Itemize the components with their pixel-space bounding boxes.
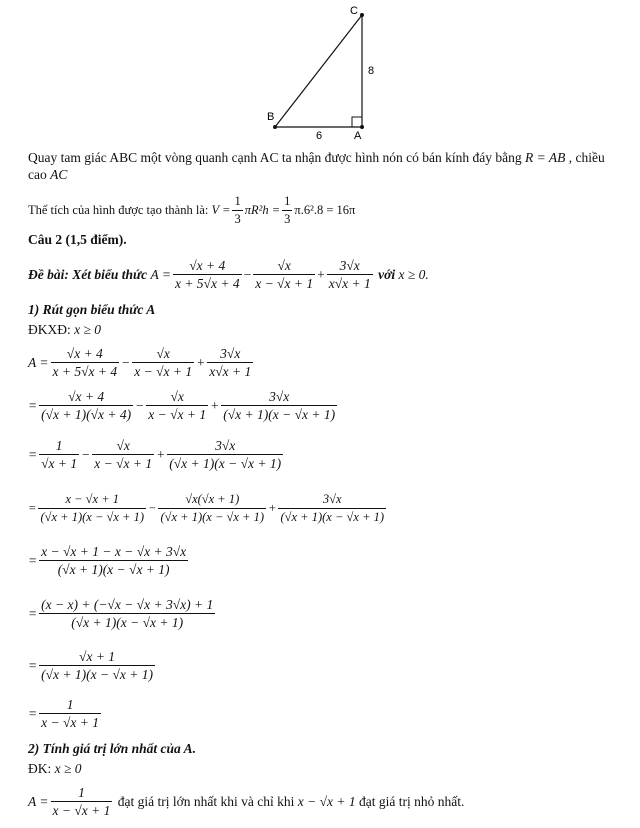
volume-lhs: V =	[211, 203, 231, 217]
vertex-b	[273, 125, 277, 129]
dk-label: ĐK:	[28, 761, 52, 776]
para1-text: Quay tam giác ABC một vòng quanh cạnh AC ta nhận được hình nón có bán kính đáy bằng	[28, 150, 522, 165]
step-2: = $\frac{√x + 4}{(√x + 1)(√x + 4)}$ − $\frac{√x}{x - √x + 1}$ + $\frac{3√x}{(√x + 1)(x - √x + 1)}$	[28, 389, 336, 422]
dk-condition: x ≥ 0	[54, 761, 82, 776]
dk-line	[28, 761, 82, 777]
label-side-ac: 8	[368, 65, 375, 77]
condition: x ≥ 0.	[398, 266, 429, 282]
height-expression: AC	[50, 167, 68, 182]
label-c: C	[350, 5, 358, 17]
step-6: = $\frac{(x - x) + (-√x - √x + 3√x) + 1}{(√x + 1)(x - √x + 1)}$	[28, 597, 214, 630]
fraction-one-third-2: $\frac{1}{3}$	[284, 194, 291, 226]
max-lhs: A =	[28, 793, 49, 809]
part-2-heading: 2) Tính giá trị lớn nhất của A.	[28, 741, 197, 756]
term-3: $\frac{3√x}{x√x + 1}$	[328, 258, 371, 291]
label-side-ab: 6	[316, 130, 323, 140]
max-text: đạt giá trị lớn nhất khi và chỉ khi	[117, 793, 295, 809]
question-2-heading: Câu 2 (1,5 điểm).	[28, 232, 127, 247]
min-text: đạt giá trị nhỏ nhất.	[358, 793, 465, 809]
volume-text: Thể tích của hình được tạo thành là:	[28, 203, 209, 217]
vertex-c	[360, 13, 364, 17]
max-expr: x − √x + 1	[297, 793, 356, 809]
volume-formula: πR²h =	[244, 203, 281, 217]
step-4: = $\frac{x - √x + 1}{(√x + 1)(x - √x + 1)}$ − $\frac{√x(√x + 1)}{(√x + 1)(x - √x + 1)}$ + $\frac{3√x}{(√x + 1)(x - √x + 1)}$	[28, 492, 385, 524]
part-1-heading: 1) Rút gọn biểu thức A	[28, 302, 156, 317]
problem-statement: Đề bài: Xét biểu thức A = $\frac{√x + 4}{x + 5√x + 4}$ − $\frac{√x}{x - √x + 1}$ + $\frac{3√x}{x√x + 1}$ với x ≥ 0.	[28, 258, 429, 291]
step-3: = $\frac{1}{√x + 1}$ − $\frac{√x}{x - √x + 1}$ + $\frac{3√x}{(√x + 1)(x - √x + 1)}$	[28, 438, 282, 471]
right-angle-mark	[352, 117, 362, 127]
condition-word: với	[378, 266, 396, 282]
side-bc	[275, 15, 362, 127]
label-a: A	[354, 130, 362, 140]
term-2: $\frac{√x}{x - √x + 1}$	[255, 258, 314, 291]
triangle-figure	[250, 0, 390, 140]
label-b: B	[267, 111, 275, 123]
paragraph-cone-cont	[28, 167, 67, 183]
dkxd-label: ĐKXĐ:	[28, 322, 71, 337]
step-8: = $\frac{1}{x - √x + 1}$	[28, 697, 99, 730]
dkxd-line	[28, 322, 101, 338]
radius-expression: R = AB	[525, 150, 566, 165]
expr-a-lhs: A =	[150, 266, 171, 282]
step-5: = $\frac{x - √x + 1 - x - √x + 3√x}{(√x + 1)(x - √x + 1)}$	[28, 544, 187, 577]
step-1: A = $\frac{√x + 4}{x + 5√x + 4}$ − $\frac{√x}{x - √x + 1}$ + $\frac{3√x}{x√x + 1}$	[28, 346, 252, 379]
term-1: $\frac{√x + 4}{x + 5√x + 4}$	[174, 258, 240, 291]
max-statement	[28, 784, 464, 819]
paragraph-cone	[28, 150, 605, 166]
vertex-a	[360, 125, 364, 129]
max-fraction: $\frac{1}{x - √x + 1}$	[52, 785, 111, 818]
step-7: = $\frac{√x + 1}{(√x + 1)(x - √x + 1)}$	[28, 649, 153, 682]
para1-text-end: , chiều	[568, 150, 605, 165]
problem-label: Đề bài: Xét biểu thức	[28, 266, 148, 282]
volume-result: π.6².8 = 16π	[294, 203, 356, 217]
volume-line	[28, 193, 355, 228]
fraction-one-third: $\frac{1}{3}$	[234, 194, 241, 226]
para1-text-cao: cao	[28, 167, 47, 182]
dkxd-condition: x ≥ 0	[74, 322, 102, 337]
